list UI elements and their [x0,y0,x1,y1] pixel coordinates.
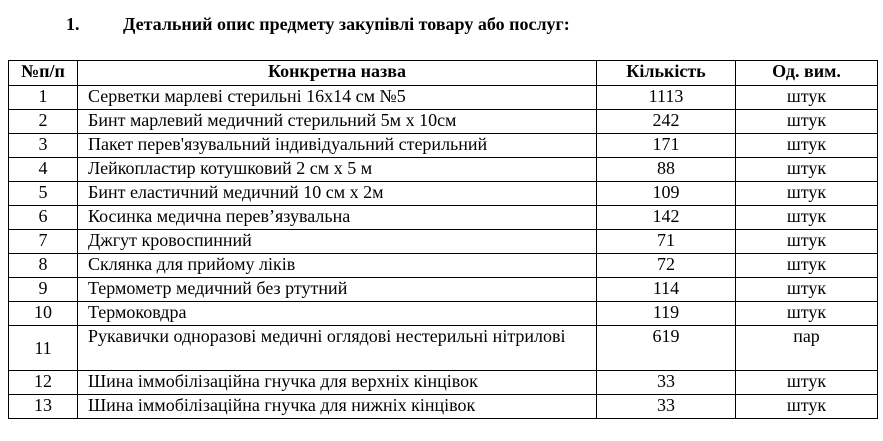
section-number: 1. [66,14,80,34]
table-row [9,158,878,182]
item-quantity: 72 [597,254,736,278]
row-number: 6 [9,206,78,230]
item-quantity: 33 [597,371,736,395]
item-unit: штук [736,182,878,206]
table-row [9,371,878,395]
row-number: 3 [9,134,78,158]
header-number: №п/п [9,61,78,86]
item-unit: штук [736,134,878,158]
item-quantity: 242 [597,110,736,134]
item-quantity: 142 [597,206,736,230]
item-unit: штук [736,254,878,278]
item-quantity: 1113 [597,86,736,110]
item-unit: штук [736,395,878,419]
item-unit: пар [736,326,878,371]
item-name: Косинка медична перев’язувальна [78,206,597,230]
item-name: Термометр медичний без ртутний [78,278,597,302]
table-row [9,182,878,206]
header-name: Конкретна назва [78,61,597,86]
item-unit: штук [736,86,878,110]
row-number: 8 [9,254,78,278]
item-name: Лейкопластир котушковий 2 см х 5 м [78,158,597,182]
item-quantity: 114 [597,278,736,302]
section-heading [66,14,570,35]
section-title: Детальний опис предмету закупівлі товару або послуг: [123,14,570,34]
table-row [9,110,878,134]
row-number: 12 [9,371,78,395]
item-name: Шина іммобілізаційна гнучка для верхніх кінцівок [78,371,597,395]
item-name: Склянка для прийому ліків [78,254,597,278]
item-quantity: 71 [597,230,736,254]
header-unit: Од. вим. [736,61,878,86]
item-quantity: 33 [597,395,736,419]
row-number: 9 [9,278,78,302]
row-number: 10 [9,302,78,326]
item-name: Шина іммобілізаційна гнучка для нижніх кінцівок [78,395,597,419]
table-row [9,254,878,278]
item-quantity: 88 [597,158,736,182]
row-number: 7 [9,230,78,254]
table-row [9,86,878,110]
item-name: Бинт марлевий медичний стерильний 5м х 10см [78,110,597,134]
table-header-row [9,61,878,86]
item-quantity: 619 [597,326,736,371]
procurement-table [8,60,878,419]
table-row [9,206,878,230]
item-unit: штук [736,302,878,326]
table-row [9,326,878,371]
item-name: Пакет перев'язувальний індивідуальний стерильний [78,134,597,158]
item-unit: штук [736,158,878,182]
table-row [9,134,878,158]
item-name: Серветки марлеві стерильні 16х14 см №5 [78,86,597,110]
item-name: Бинт еластичний медичний 10 см х 2м [78,182,597,206]
item-unit: штук [736,278,878,302]
row-number: 2 [9,110,78,134]
row-number: 13 [9,395,78,419]
item-unit: штук [736,371,878,395]
row-number: 1 [9,86,78,110]
row-number: 4 [9,158,78,182]
item-unit: штук [736,206,878,230]
item-name: Рукавички одноразові медичні оглядові нестерильні нітрилові [78,326,597,371]
item-unit: штук [736,110,878,134]
item-name: Термоковдра [78,302,597,326]
table-row [9,395,878,419]
item-quantity: 109 [597,182,736,206]
table-row [9,230,878,254]
item-quantity: 119 [597,302,736,326]
table-row [9,302,878,326]
table-row [9,278,878,302]
header-quantity: Кількість [597,61,736,86]
item-quantity: 171 [597,134,736,158]
row-number: 5 [9,182,78,206]
row-number: 11 [9,326,78,371]
item-unit: штук [736,230,878,254]
item-name: Джгут кровоспинний [78,230,597,254]
